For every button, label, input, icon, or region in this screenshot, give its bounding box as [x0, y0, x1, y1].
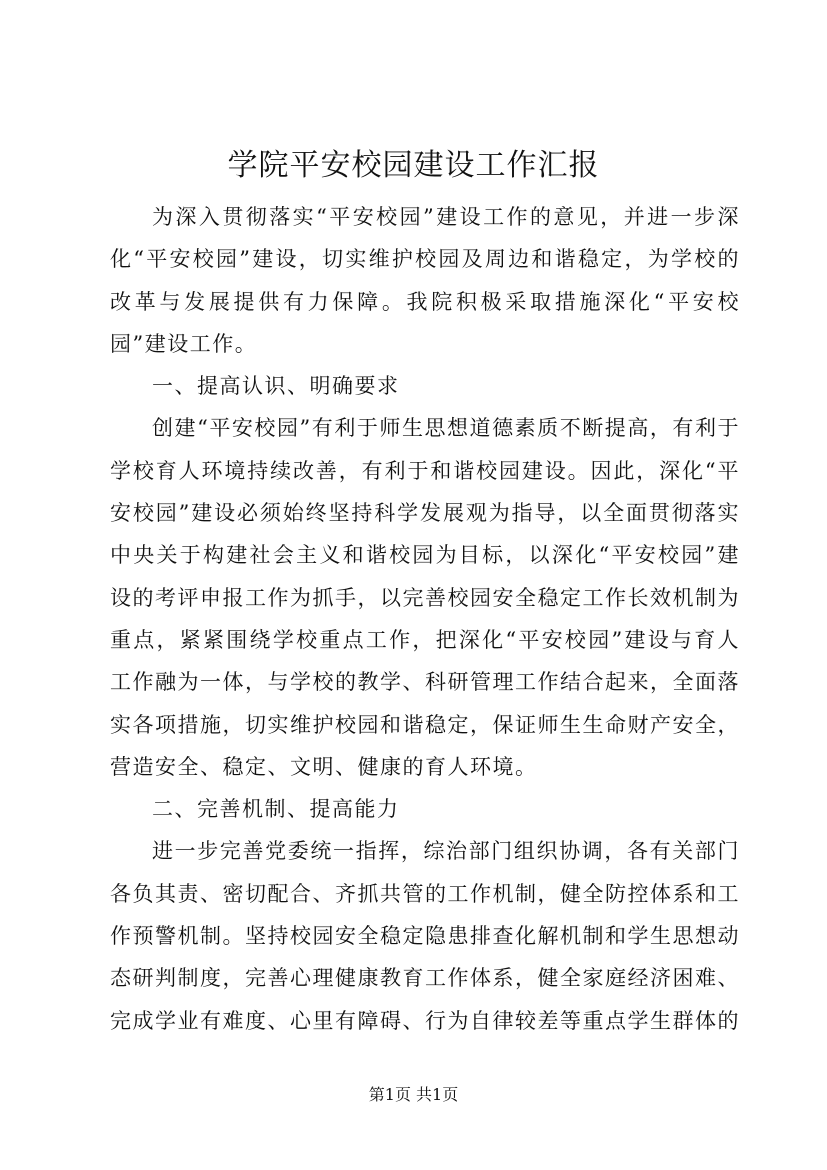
section-heading-2: 二、完善机制、提高能力 — [152, 797, 400, 822]
page-footer: 第1页 共1页 — [368, 1085, 459, 1104]
paragraph-section-1: 创建“平安校园”有利于师生思想道德素质不断提高，有利于学校育人环境持续改善，有利于和谐校园建设。因此，深化“平安校园”建设必须始终坚持科学发展观为指导，以全面贯彻落实中央关于构建社会主义和谐校园为目标，以深化“平安校园”建设的考评申报工作为抓手，以完善校园安全稳定工作长效机制为重点，紧紧围绕学校重点工作，把深化“平安校园”建设与育人工作融为一体，与学校的教学、科研管理工作结合起来，全面落实各项措施，切实维护校园和谐稳定，保证师生生命财产安全，营造安全、稳定、文明、健康的育人环境。 — [110, 416, 740, 779]
document-title: 学院平安校园建设工作汇报 — [227, 148, 600, 183]
paragraph-intro: 为深入贯彻落实“平安校园”建设工作的意见，并进一步深化“平安校园”建设，切实维护校园及周边和谐稳定，为学校的改革与发展提供有力保障。我院积极采取措施深化“平安校园”建设工作。 — [110, 205, 740, 356]
section-heading-1: 一、提高认识、明确要求 — [152, 374, 400, 399]
paragraph-section-2: 进一步完善党委统一指挥，综治部门组织协调，各有关部门各负其责、密切配合、齐抓共管的工作机制，健全防控体系和工作预警机制。坚持校园安全稳定隐患排查化解机制和学生思想动态研判制度，完善心理健康教育工作体系，健全家庭经济困难、完成学业有难度、心里有障碍、行为自律较差等重点学生群体的 — [110, 839, 740, 1033]
document-body — [110, 196, 740, 1042]
